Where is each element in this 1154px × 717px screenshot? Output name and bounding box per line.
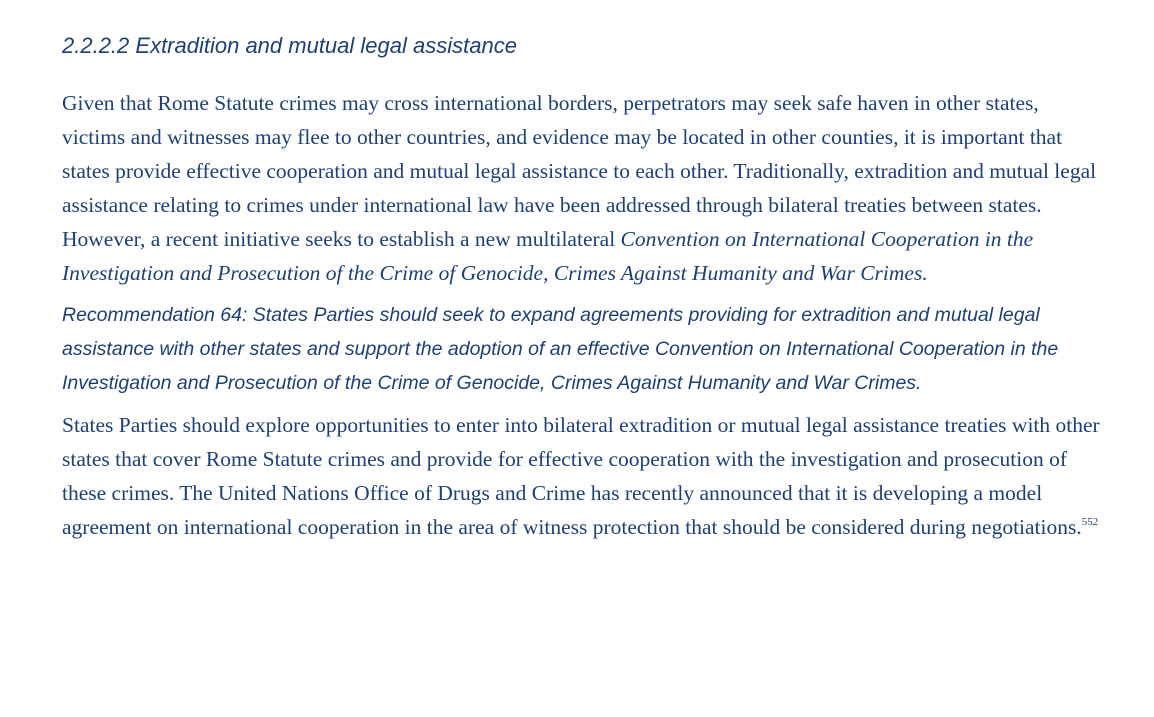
footnote-reference[interactable]: 552 bbox=[1081, 516, 1099, 528]
paragraph-cooperation bbox=[62, 86, 1102, 290]
recommendation-64: Recommendation 64: States Parties should seek to expand agreements providing for extradition and mutual legal assistance with other states and support the adoption of an effective Convention on International Cooperation in the Investigation and Prosecution of the Crime of Genocide, Crimes Against Humanity and War Crimes. bbox=[62, 304, 1059, 394]
convention-title: Convention on International Cooperation in the Investigation and Prosecution of the Crime of Genocide, Crimes Against Humanity and War Crimes. bbox=[62, 227, 1034, 285]
paragraph-states-parties bbox=[62, 408, 1102, 544]
paragraph-states-parties-text: States Parties should explore opportunities to enter into bilateral extradition or mutual legal assistance treaties with other states that cover Rome Statute crimes and provide for effective cooperation with the investigation and prosecution of these crimes. The United Nations Office of Drugs and Crime has recently announced that it is developing a model agreement on international cooperation in the area of witness protection that should be considered during negotiations. bbox=[62, 413, 1100, 539]
section-heading: 2.2.2.2 Extradition and mutual legal assistance bbox=[62, 33, 517, 58]
paragraph-cooperation-text: Given that Rome Statute crimes may cross international borders, perpetrators may seek safe haven in other states, victims and witnesses may flee to other countries, and evidence may be located in other counties, it is important that states provide effective cooperation and mutual legal assistance to each other. Traditionally, extradition and mutual legal assistance relating to crimes under international law have been addressed through bilateral treaties between states. However, a recent initiative seeks to establish a new multilateral bbox=[62, 91, 1097, 251]
document-page bbox=[62, 30, 1102, 552]
